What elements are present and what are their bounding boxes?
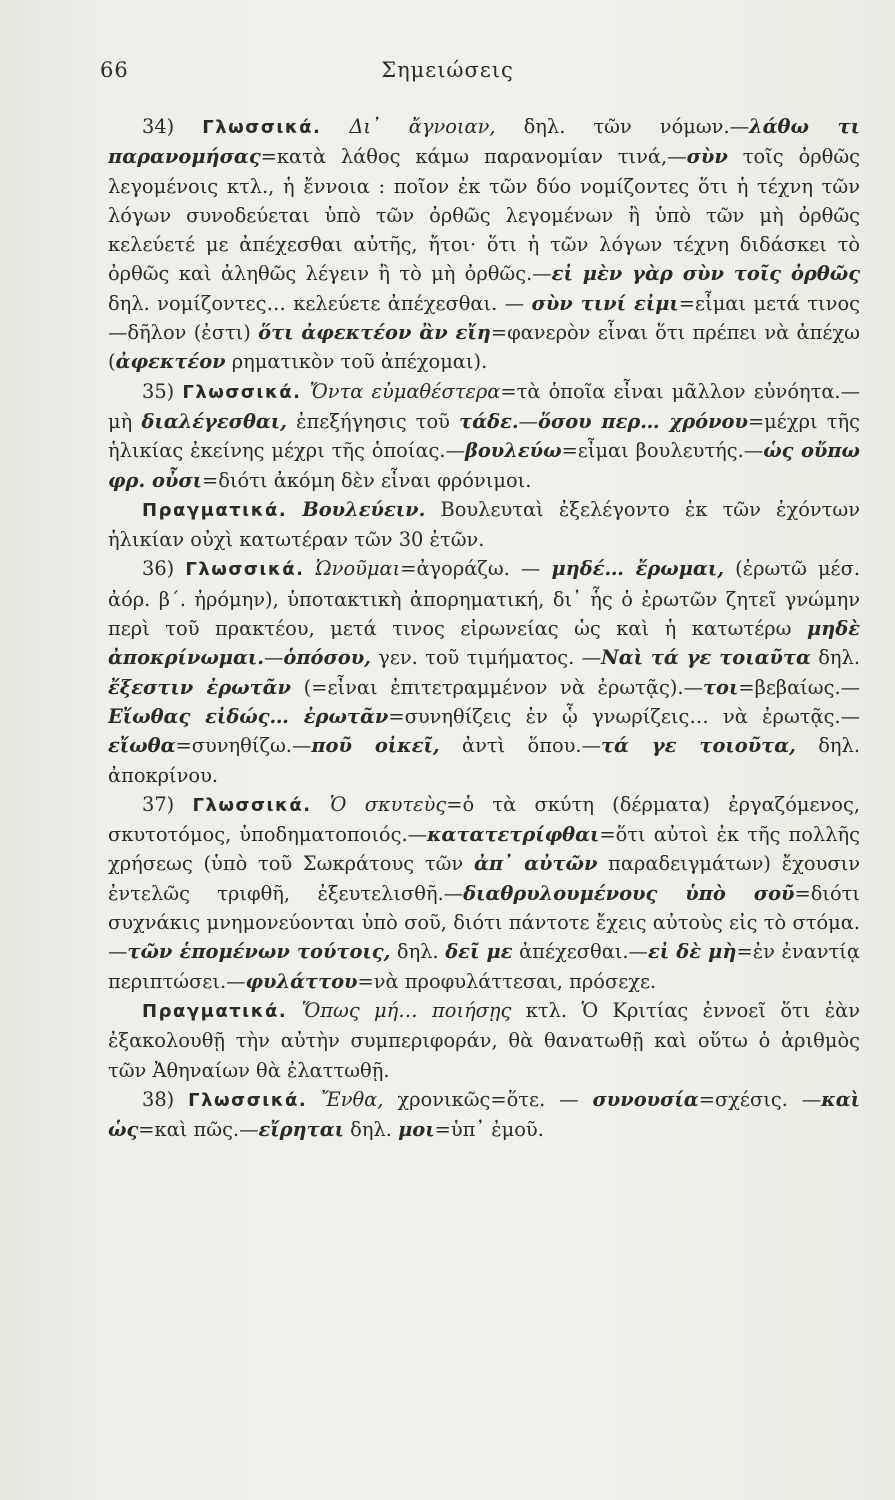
- text-run: =κατὰ λάθος κάμω παρανομίαν τινά,—: [260, 145, 687, 169]
- term-bold-italic: φυλάττου: [245, 969, 358, 993]
- text-run: [321, 115, 349, 138]
- term-bold-italic: διαθρυλουμένους ὑπὸ σοῦ: [463, 881, 795, 905]
- text-run: 36): [142, 557, 186, 581]
- text-run: =τὰ ὁποῖα εἶναι μᾶλλον εὐνόητα.—μὴ: [108, 379, 860, 433]
- lemma-italic: Ὅπως μή… ποιήσῃς: [301, 998, 512, 1022]
- text-run: =σχέσις. —: [698, 1087, 822, 1111]
- text-run: =φανερὸν εἶναι ὅτι πρέπει νὰ ἀπέχω (: [108, 321, 860, 374]
- text-run: —: [264, 646, 284, 670]
- section-heading: Γλωσσικά.: [185, 559, 305, 581]
- term-bold-italic: ὁπόσου,: [283, 646, 371, 670]
- term-bold-italic: διαλέγεσθαι,: [141, 409, 287, 433]
- section-heading: Γλωσσικά.: [188, 1089, 308, 1111]
- term-bold-italic: εἰ μὲν γὰρ σὺν τοῖς ὀρθῶς: [551, 262, 860, 286]
- term-bold-italic: ἀπ᾽ αὐτῶν: [473, 852, 598, 876]
- term-bold-italic: καὶ ὡς: [108, 1087, 861, 1142]
- text-run: δηλ.: [390, 940, 446, 964]
- text-run: δηλ.: [344, 1118, 399, 1142]
- text-run: =διότι συχνάκις μνημονεύονται ὑπὸ σοῦ, διότι πάντοτε ἔχεις αὐτοὺς εἰς τὸ στόμα.—: [108, 881, 860, 964]
- term-bold-italic: Ναὶ τά γε τοιαῦτα: [600, 646, 811, 670]
- term-bold-italic: δεῖ με: [445, 940, 513, 964]
- text-run: ρηματικὸν τοῦ ἀπέχομαι).: [225, 350, 488, 374]
- text-run: παραδειγμάτων) ἔχουσιν ἐντελῶς τριφθῆ, ἐξευτελισθῆ.—: [108, 852, 860, 905]
- note-35: [108, 377, 860, 495]
- text-run: [312, 793, 330, 816]
- text-run: δηλ. τῶν νόμων.—: [495, 115, 750, 138]
- term-bold-italic: εἴωθα: [108, 734, 176, 758]
- term-bold-italic: ὅσου περ… χρόνου: [538, 409, 748, 433]
- term-bold-italic: ἀφεκτέον: [115, 350, 226, 374]
- note-35-pragmatika: [108, 495, 860, 555]
- text-run: =ἀγοράζω. —: [400, 557, 552, 581]
- term-bold-italic: λάθω τι παρανομήσας: [108, 115, 861, 169]
- text-run: τοῖς ὀρθῶς λεγομένοις κτλ., ἡ ἔννοια : ποῖον ἐκ τῶν δύο νομίζοντες ὅτι ἡ τέχνη τῶν λόγων συνοδεύεται ὑπὸ τῶν ὀρθῶς λεγομένων ἢ ὑπὸ τῶν μὴ ὀρθῶς κελεύετέ με ἀπέχεσθαι αὐτῆς, ἤτοι· ὅτι ἡ τῶν λόγων τέχνη διδάσκει τὸ ὀρθῶς καὶ ἀληθῶς λέγειν ἢ τὸ μὴ ὀρθῶς.—: [108, 145, 860, 286]
- text-run: =εἶμαι μετά τινος—δῆλον (ἐστι): [108, 291, 860, 345]
- running-head: [0, 52, 895, 92]
- section-heading: Γλωσσικά.: [202, 117, 322, 138]
- text-run: =ἐν ἐναντίᾳ περιπτώσει.—: [108, 940, 861, 993]
- lemma-italic: Δι᾽ ἄγνοιαν,: [349, 115, 496, 138]
- text-run: =μέχρι τῆς ἡλικίας ἐκείνης μέχρι τῆς ὁποίας.—: [108, 409, 861, 463]
- text-run: 35): [142, 379, 183, 403]
- term-bold-italic: Βουλεύειν.: [302, 497, 426, 521]
- section-heading: Γλωσσικά.: [182, 381, 302, 403]
- text-run: κτλ. Ὁ Κριτίας ἐννοεῖ ὅτι ἐὰν ἐξακολουθῇ τὴν αὐτὴν συμπεριφοράν, θὰ θανατωθῇ καὶ οὕτω ὁ ἀριθμὸς τῶν Ἀθηναίων θὰ ἐλαττωθῇ.: [108, 998, 860, 1082]
- term-bold-italic: μηδὲ ἀποκρίνωμαι.: [108, 617, 860, 670]
- term-bold-italic: τάδε.: [459, 409, 519, 433]
- text-run: =νὰ προφυλάττεσαι, πρόσεχε.: [357, 969, 657, 993]
- term-bold-italic: μηδέ… ἔρωμαι,: [551, 557, 724, 581]
- text-run: [287, 999, 301, 1022]
- section-heading: Γλωσσικά.: [192, 794, 312, 816]
- term-bold-italic: σὺν: [686, 145, 728, 169]
- text-run: δηλ. ἀποκρίνου.: [108, 734, 860, 787]
- term-bold-italic: ἔξεστιν ἐρωτᾶν: [108, 675, 292, 699]
- note-37-pragmatika: [108, 996, 860, 1085]
- text-run: (ἐρωτῶ μέσ. ἀόρ. β΄. ἠρόμην), ὑποτακτικὴ ἀπορηματική, δι᾽ ἧς ὁ ἐρωτῶν ζητεῖ γνώμην περὶ τοῦ πρακτέου, μετά τινος εἰρωνείας ὡς καὶ ἡ κατωτέρω: [108, 557, 860, 641]
- term-bold-italic: Εἴωθας εἰδώς… ἐρωτᾶν: [108, 704, 389, 728]
- text-run: =βεβαίως.—: [738, 675, 860, 699]
- section-heading: Πραγματικά.: [142, 1000, 288, 1022]
- text-run: [287, 498, 302, 521]
- text-run: ἀντὶ ὅπου.—: [439, 734, 601, 758]
- text-run: =εἶμαι βουλευτής.—: [561, 439, 764, 463]
- text-run: (=εἶναι ἐπιτετραμμένον νὰ ἐρωτᾷς).—: [291, 675, 703, 699]
- term-bold-italic: τά γε τοιοῦτα,: [601, 734, 796, 758]
- text-run: [304, 557, 315, 580]
- text-run: [307, 1088, 321, 1111]
- note-37: [108, 790, 860, 996]
- running-title: Σημειώσεις: [381, 58, 514, 82]
- text-run: χρονικῶς=ὅτε. —: [383, 1087, 593, 1111]
- note-34: [108, 112, 860, 377]
- term-bold-italic: τοι: [702, 675, 739, 699]
- term-bold-italic: σὺν τινί εἰμι: [531, 291, 679, 315]
- term-bold-italic: εἴρηται: [258, 1118, 345, 1142]
- text-run: =ὁ τὰ σκύτη (δέρματα) ἐργαζόμενος, σκυτοτόμος, ὑποδηματοποιός.—: [108, 792, 860, 847]
- text-run: =καὶ πῶς.—: [138, 1118, 259, 1142]
- text-run: γεν. τοῦ τιμήματος. —: [370, 646, 601, 670]
- term-bold-italic: ὅτι ἀφεκτέον ἂν εἴη: [258, 321, 491, 345]
- notes-body: [108, 112, 860, 1144]
- term-bold-italic: συνουσία: [592, 1087, 699, 1111]
- term-bold-italic: βουλεύω: [464, 439, 562, 463]
- text-run: =ὑπ᾽ ἐμοῦ.: [434, 1118, 544, 1142]
- text-run: =συνηθίζω.—: [175, 734, 312, 758]
- text-run: ἀπέχεσθαι.—: [512, 940, 648, 964]
- lemma-italic: Ὄντα εὐμαθέστερα: [309, 379, 501, 403]
- text-run: δηλ.: [810, 646, 860, 670]
- text-run: =συνηθίζεις ἐν ᾧ γνωρίζεις… νὰ ἐρωτᾷς.—: [388, 704, 860, 728]
- term-bold-italic: κατατετρίφθαι: [427, 823, 600, 847]
- text-run: 37): [142, 792, 193, 816]
- text-run: 38): [142, 1087, 189, 1111]
- lemma-italic: Ἔνθα,: [321, 1087, 384, 1111]
- text-run: ἐπεξήγησις τοῦ: [286, 409, 460, 433]
- term-bold-italic: ποῦ οἰκεῖ,: [311, 734, 440, 758]
- term-bold-italic: ὡς οὔπω φρ. οὖσι: [108, 439, 860, 492]
- note-36: [108, 554, 860, 789]
- lemma-italic: Ὁ σκυτεὺς: [329, 792, 447, 816]
- term-bold-italic: εἰ δὲ μὴ: [647, 940, 737, 964]
- term-bold-italic: μοι: [398, 1118, 435, 1142]
- lemma-italic: Ὠνοῦμαι: [315, 557, 401, 581]
- text-run: [301, 380, 309, 403]
- text-run: =ὅτι αὐτοὶ ἐκ τῆς πολλῆς χρήσεως (ὑπὸ τοῦ Σωκράτους τῶν: [108, 823, 860, 876]
- text-run: δηλ. νομίζοντες… κελεύετε ἀπέχεσθαι. —: [108, 291, 532, 315]
- text-run: Βουλευταὶ ἐξελέγοντο ἐκ τῶν ἐχόντων ἡλικίαν οὐχὶ κατωτέραν τῶν 30 ἐτῶν.: [108, 497, 860, 552]
- note-38: [108, 1085, 860, 1145]
- section-heading: Πραγματικά.: [142, 499, 288, 521]
- text-run: —: [518, 409, 539, 433]
- page-number: 66: [100, 58, 129, 82]
- term-bold-italic: τῶν ἑπομένων τούτοις,: [127, 940, 391, 964]
- text-run: 34): [142, 115, 203, 138]
- text-run: =διότι ἀκόμη δὲν εἶναι φρόνιμοι.: [202, 468, 532, 492]
